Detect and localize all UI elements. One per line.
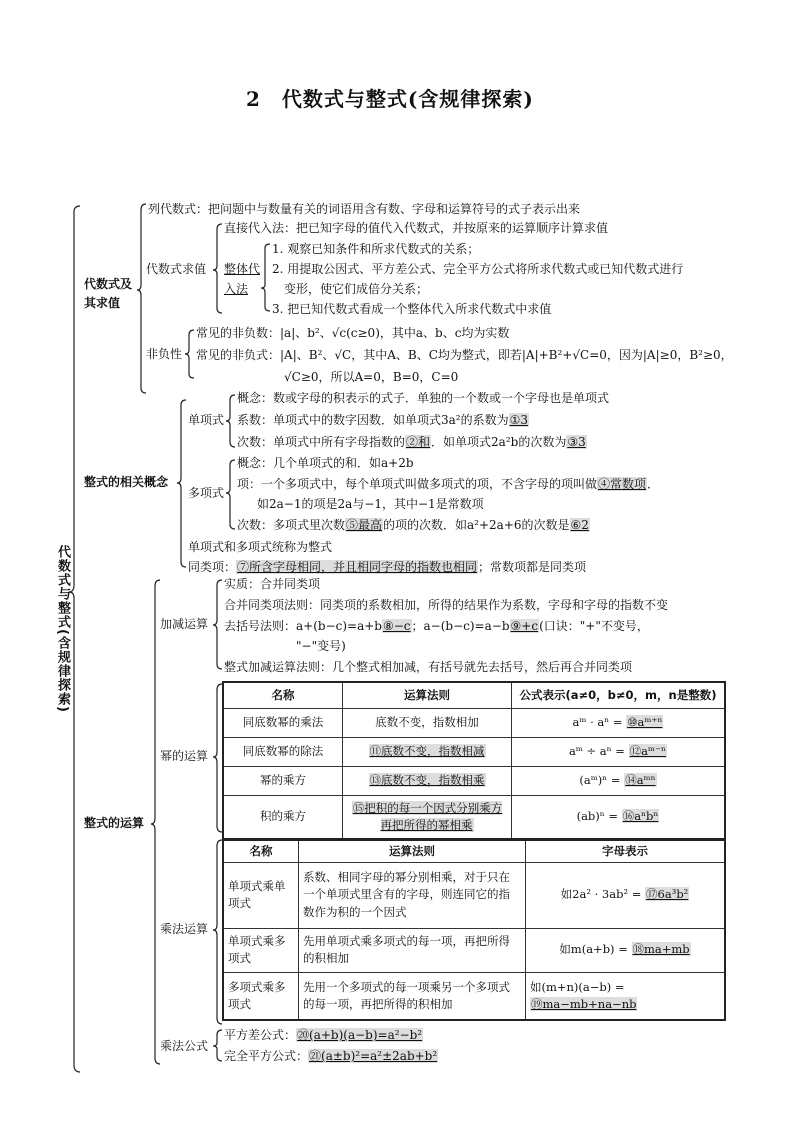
sec2-brace bbox=[177, 400, 186, 567]
bracket-text: 去括号法则：a+(b−c)=a+b bbox=[224, 619, 382, 633]
add-poly-rule: 整式加减运算法则：几个整式相加减，有括号就先去括号，然后再合并同类项 bbox=[224, 660, 633, 674]
mul-rule: 系数、相同字母的幂分别相乘，对于只在一个单项式里含有的字母，则连同它的指数作为积的一个因式 bbox=[299, 862, 526, 928]
pow-header-rule: 运算法则 bbox=[343, 682, 512, 708]
add-brace bbox=[213, 580, 222, 669]
add-essence: 实质：合并同类项 bbox=[224, 577, 321, 591]
mono-brace bbox=[226, 395, 235, 447]
answer-11: ⑪底数不变，指数相减 bbox=[369, 743, 485, 758]
pow-name: 同底数幂的乘法 bbox=[223, 708, 343, 737]
root-label: 代数式与整式(含规律探索) bbox=[55, 545, 70, 713]
mono-coef-text: 系数：单项式中的数字因数．如单项式3a²的系数为 bbox=[237, 413, 509, 427]
formula-text: 如2a² · 3ab² = bbox=[560, 887, 646, 902]
answer-19: ⑲ma−mb+na−nb bbox=[531, 996, 637, 1011]
sec1-label-line2: 其求值 bbox=[84, 296, 121, 310]
perfect-square bbox=[224, 1050, 438, 1064]
poly-concept: 概念：几个单项式的和．如a+2b bbox=[237, 456, 414, 470]
like-terms bbox=[188, 561, 586, 575]
whole-step-3: 3. 把已知代数式看成一个整体代入所求代数式中求值 bbox=[272, 302, 552, 316]
whole-step-2a: 2. 用提取公因式、平方差公式、完全平方公式将所求代数式或已知代数式进行 bbox=[272, 262, 684, 276]
poly-term-example: 如2a−1的项是2a与−1，其中−1是常数项 bbox=[257, 497, 484, 511]
pow-formula bbox=[512, 708, 726, 737]
poly-label: 多项式 bbox=[188, 486, 225, 500]
mono-coefficient bbox=[237, 414, 529, 428]
bracket-mnemonic: (口诀："+"不变号， bbox=[539, 619, 649, 633]
pow-rule bbox=[343, 737, 512, 766]
add-bracket-rule bbox=[224, 620, 649, 634]
poly-term-end: ． bbox=[647, 477, 660, 491]
sec2-label: 整式的相关概念 bbox=[84, 475, 169, 489]
poly-degree bbox=[237, 519, 590, 533]
whole-step-1: 1. 观察已知条件和所求代数式的关系； bbox=[272, 242, 480, 256]
power-table bbox=[222, 681, 726, 840]
eval-label: 代数式求值 bbox=[146, 262, 207, 276]
answer-7: ⑦所含字母相同，并且相同字母的指数也相同 bbox=[237, 560, 478, 574]
mul-header-name: 名称 bbox=[223, 840, 299, 862]
table-row bbox=[223, 795, 725, 839]
sec1-label-line1: 代数式及 bbox=[84, 277, 133, 291]
direct-substitution-text: 直接代入法：把已知字母的值代入代数式，并按原来的运算顺序计算求值 bbox=[224, 221, 609, 235]
diff-squares bbox=[224, 1029, 423, 1043]
formula-label: 乘法公式 bbox=[160, 1039, 209, 1053]
pow-formula bbox=[512, 766, 726, 795]
formula-text: aᵐ · aⁿ = bbox=[572, 714, 627, 729]
poly-term-text: 项：一个多项式中，每个单项式叫做多项式的项，不含字母的项叫做 bbox=[237, 477, 598, 491]
poly-degree-text2: 的项的次数．如a²+2a+6的次数是 bbox=[383, 518, 570, 532]
pow-name: 幂的乘方 bbox=[223, 766, 343, 795]
answer-13: ⑬底数不变，指数相乘 bbox=[369, 772, 485, 787]
table-row bbox=[223, 928, 725, 972]
sec3-brace bbox=[151, 580, 160, 1064]
mul-name: 多项式乘多项式 bbox=[223, 972, 299, 1020]
nonneg-expressions: 常见的非负式：|A|、B²、√C，其中A、B、C均为整式，即若|A|+B²+√C=0，因为|A|≥0，B²≥0， bbox=[196, 348, 733, 362]
answer-12: ⑫aᵐ⁻ⁿ bbox=[629, 743, 667, 758]
like-terms-tail: ；常数项都是同类项 bbox=[478, 560, 587, 574]
formula-text: 如(m+n)(a−b) = bbox=[530, 979, 625, 994]
mul-rule: 先用单项式乘多项式的每一项，再把所得的积相加 bbox=[299, 928, 526, 972]
bracket-text2: ；a−(b−c)=a−b bbox=[411, 619, 510, 633]
mul-formula bbox=[526, 862, 726, 928]
whole-step-2b: 变形，使它们成倍分关系； bbox=[284, 282, 429, 296]
table-row bbox=[223, 766, 725, 795]
answer-16: ⑯aⁿbⁿ bbox=[622, 809, 659, 824]
list-expression-text: 列代数式：把问题中与数量有关的词语用含有数、字母和运算符号的式子表示出来 bbox=[148, 202, 581, 216]
pow-rule bbox=[343, 795, 512, 839]
sec1-brace bbox=[137, 204, 146, 393]
answer-20: ⑳(a+b)(a−b)=a²−b² bbox=[297, 1028, 423, 1042]
eval-brace bbox=[213, 224, 222, 313]
mul-label: 乘法运算 bbox=[160, 922, 209, 936]
mul-name: 单项式乘多项式 bbox=[223, 928, 299, 972]
add-label: 加减运算 bbox=[160, 617, 209, 631]
pow-header-name: 名称 bbox=[223, 682, 343, 708]
mul-header-rule: 运算法则 bbox=[299, 840, 526, 862]
poly-degree-text: 次数：多项式里次数 bbox=[237, 518, 346, 532]
nonneg-brace bbox=[185, 330, 194, 378]
mul-header-formula: 字母表示 bbox=[526, 840, 726, 862]
answer-15: ⑮把积的每一个因式分别乘方再把所得的幂相乘 bbox=[352, 800, 503, 832]
add-bracket-mnemonic2: "−"变号) bbox=[296, 639, 346, 653]
whole-brace bbox=[261, 244, 270, 311]
multiplication-table bbox=[222, 839, 726, 1021]
poly-term bbox=[237, 478, 659, 492]
formula-text: (ab)ⁿ = bbox=[576, 809, 622, 824]
answer-4: ④常数项 bbox=[598, 477, 647, 491]
add-combine-rule: 合并同类项法则：同类项的系数相加，所得的结果作为系数，字母和字母的指数不变 bbox=[224, 598, 669, 612]
pow-header-formula: 公式表示(a≠0，b≠0，m，n是整数) bbox=[512, 682, 726, 708]
pow-formula bbox=[512, 795, 726, 839]
mono-degree-text: 次数：单项式中所有字母指数的 bbox=[237, 435, 406, 449]
formula-text: (aᵐ)ⁿ = bbox=[579, 772, 625, 787]
table-row bbox=[223, 972, 725, 1020]
answer-6: ⑥2 bbox=[570, 518, 589, 532]
nonneg-label: 非负性 bbox=[146, 347, 183, 361]
mul-formula bbox=[526, 972, 726, 1020]
mono-label: 单项式 bbox=[188, 413, 225, 427]
diff-squares-label: 平方差公式： bbox=[224, 1028, 297, 1042]
mul-rule: 先用一个多项式的每一项乘另一个多项式的每一项，再把所得的积相加 bbox=[299, 972, 526, 1020]
answer-5: ⑤最高 bbox=[346, 518, 383, 532]
answer-3: ③3 bbox=[567, 435, 586, 449]
poly-brace bbox=[226, 460, 235, 529]
pow-rule: 底数不变，指数相加 bbox=[343, 708, 512, 737]
sec3-label: 整式的运算 bbox=[84, 816, 145, 830]
table-row bbox=[223, 862, 725, 928]
nonneg-conclusion: √C≥0，所以A=0，B=0，C=0 bbox=[284, 370, 459, 384]
perfect-square-label: 完全平方公式： bbox=[224, 1049, 309, 1063]
answer-10: ⑩aᵐ⁺ⁿ bbox=[627, 714, 663, 729]
mono-degree bbox=[237, 436, 587, 450]
page-title: 2 代数式与整式(含规律探索) bbox=[246, 87, 534, 111]
answer-8: ⑧−c bbox=[382, 619, 411, 633]
answer-2: ②和 bbox=[406, 435, 431, 449]
answer-18: ⑱ma+mb bbox=[632, 942, 690, 957]
table-row bbox=[223, 737, 725, 766]
unified-text: 单项式和多项式统称为整式 bbox=[188, 540, 333, 554]
pow-rule bbox=[343, 766, 512, 795]
whole-label-line2: 入法 bbox=[224, 282, 249, 296]
mul-formula bbox=[526, 928, 726, 972]
answer-14: ⑭aᵐⁿ bbox=[625, 772, 656, 787]
mul-brace bbox=[213, 840, 222, 1024]
formula-text: aᵐ ÷ aⁿ = bbox=[568, 743, 629, 758]
answer-9: ⑨+c bbox=[510, 619, 539, 633]
mul-name: 单项式乘单项式 bbox=[223, 862, 299, 928]
formula-brace bbox=[213, 1030, 222, 1061]
pow-label: 幂的运算 bbox=[160, 749, 209, 763]
answer-1: ①3 bbox=[509, 413, 529, 427]
pow-name: 积的乘方 bbox=[223, 795, 343, 839]
answer-21: ㉑(a±b)²=a²±2ab+b² bbox=[309, 1049, 438, 1063]
pow-name: 同底数幂的除法 bbox=[223, 737, 343, 766]
pow-formula bbox=[512, 737, 726, 766]
nonneg-numbers: 常见的非负数：|a|、b²、√c(c≥0)，其中a、b、c均为实数 bbox=[196, 326, 510, 340]
table-row bbox=[223, 708, 725, 737]
pow-brace bbox=[213, 684, 222, 832]
formula-text: 如m(a+b) = bbox=[559, 942, 632, 957]
answer-17: ⑰6a³b² bbox=[646, 887, 689, 902]
mono-concept: 概念：数或字母的积表示的式子．单独的一个数或一个字母也是单项式 bbox=[237, 391, 610, 405]
mono-degree-text2: ．如单项式2a²b的次数为 bbox=[431, 435, 567, 449]
whole-label-line1: 整体代 bbox=[224, 262, 261, 276]
like-terms-label: 同类项： bbox=[188, 560, 237, 574]
